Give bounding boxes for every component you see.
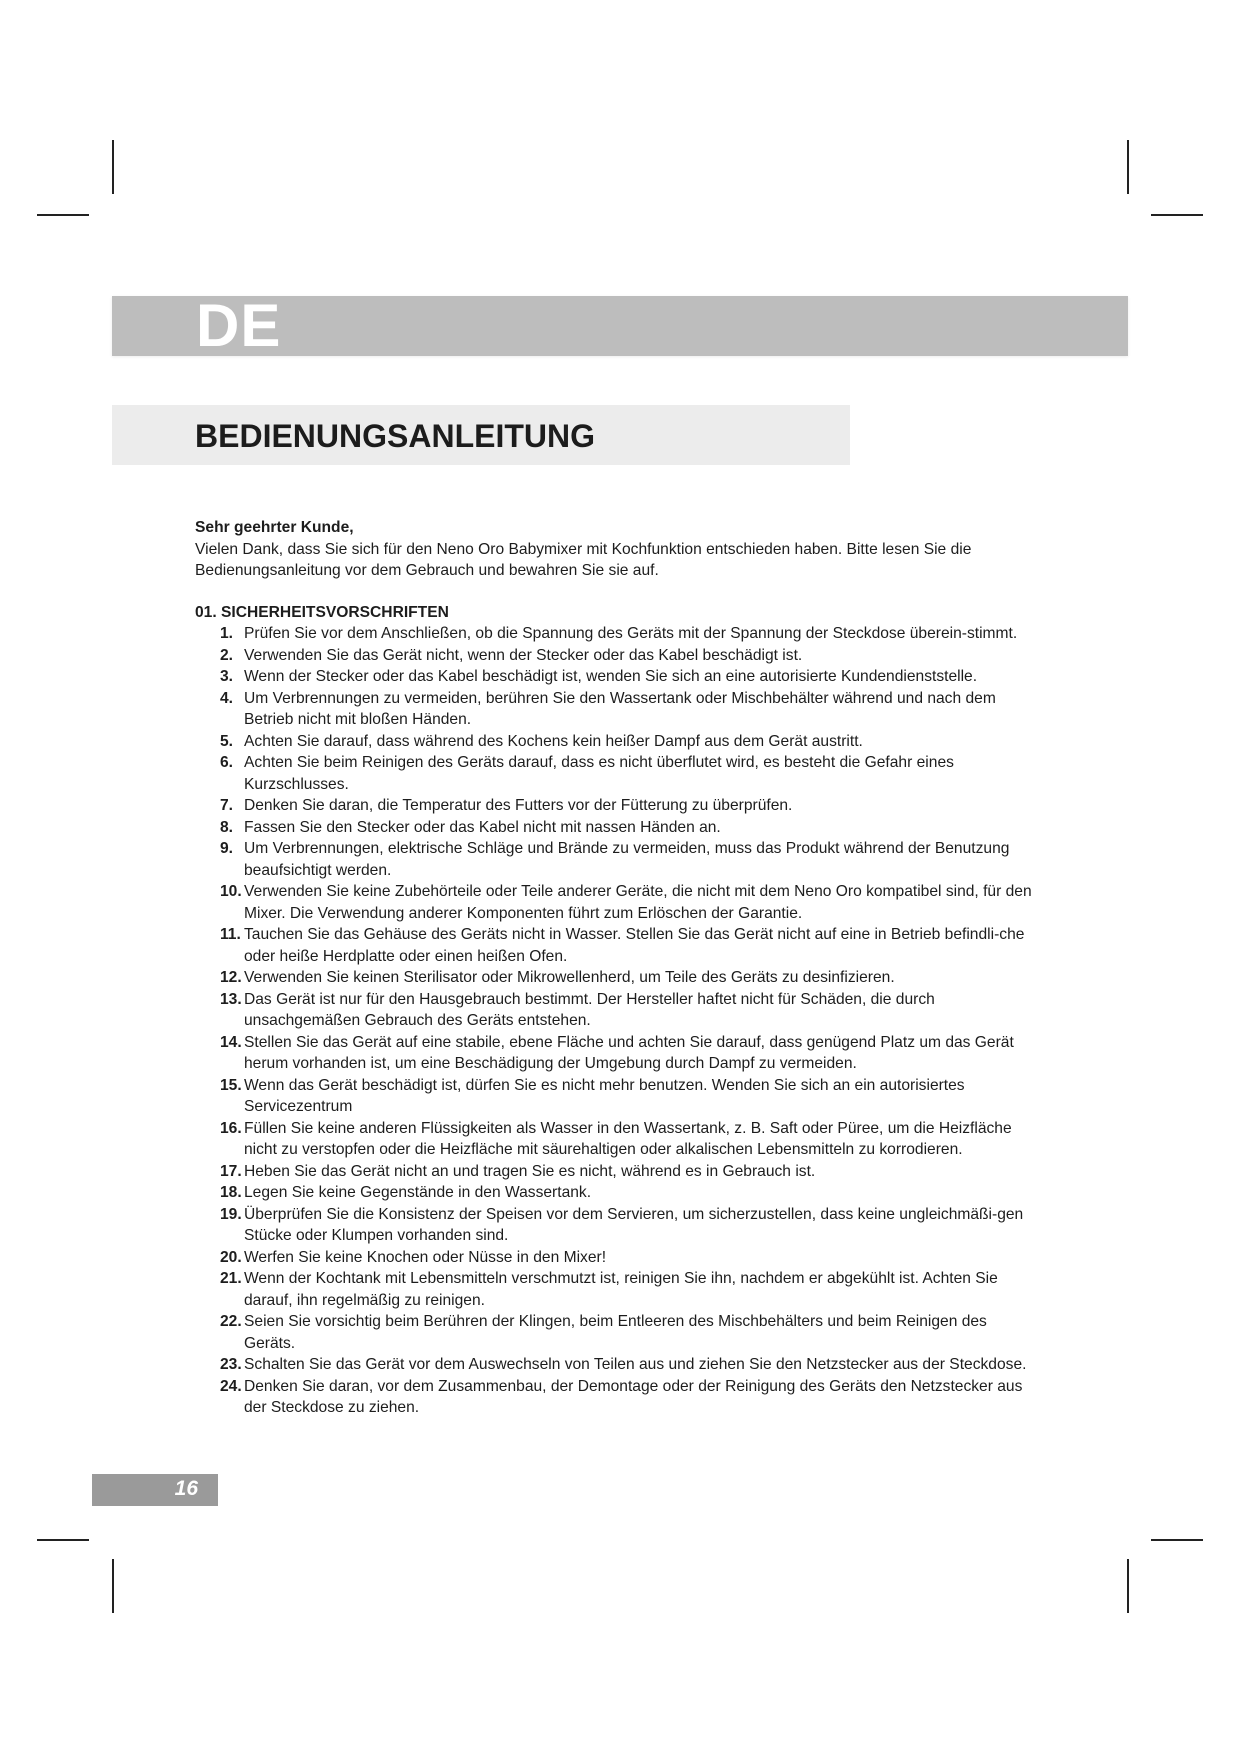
rule-number: 1. <box>220 625 234 642</box>
safety-rule-item <box>195 881 1035 924</box>
safety-rule-item <box>195 1161 1035 1183</box>
language-code: DE <box>196 292 282 359</box>
rule-number: 9. <box>220 840 234 857</box>
page-title: BEDIENUNGSANLEITUNG <box>195 418 596 454</box>
rule-text: Verwenden Sie keinen Sterilisator oder Mikrowellenherd, um Teile des Geräts zu desinfizieren. <box>244 969 895 986</box>
rule-text: Verwenden Sie das Gerät nicht, wenn der Stecker oder das Kabel beschädigt ist. <box>244 646 803 664</box>
crop-mark-bottom-left-vertical <box>112 1559 114 1613</box>
rule-number: 15. <box>220 1076 242 1094</box>
rule-number: 16. <box>220 1119 242 1137</box>
crop-mark-top-left-horizontal <box>37 214 89 216</box>
rule-number: 22. <box>220 1313 242 1330</box>
title-band <box>112 405 850 465</box>
rule-number: 12. <box>220 969 242 986</box>
rule-text: Um Verbrennungen zu vermeiden, berühren Sie den Wassertank oder Mischbehälter während und nach dem Betrieb nicht mit bloßen Händen. <box>244 689 996 728</box>
rule-number: 20. <box>220 1248 242 1266</box>
rule-text: Wenn der Stecker oder das Kabel beschädigt ist, wenden Sie sich an eine autorisierte Kundendienststelle. <box>244 668 978 685</box>
safety-rule-item <box>195 1311 1035 1354</box>
page-number-badge <box>92 1474 218 1506</box>
rule-text: Das Gerät ist nur für den Hausgebrauch bestimmt. Der Hersteller haftet nicht für Schäden, die durch unsachgemäßen Gebrauch des Geräts entstehen. <box>244 990 935 1029</box>
rule-text: Seien Sie vorsichtig beim Berühren der Klingen, beim Entleeren des Mischbehälters und beim Reinigen des Geräts. <box>244 1313 987 1352</box>
safety-rules-list <box>195 623 1035 1419</box>
safety-rule-item <box>195 989 1035 1032</box>
safety-rule-item <box>195 666 1035 688</box>
safety-rule-item <box>195 1247 1035 1269</box>
crop-mark-top-right-horizontal <box>1151 214 1203 216</box>
rule-number: 21. <box>220 1270 242 1287</box>
rule-text: Fassen Sie den Stecker oder das Kabel nicht mit nassen Händen an. <box>244 818 721 836</box>
safety-rule-item <box>195 817 1035 839</box>
safety-rule-item <box>195 967 1035 989</box>
rule-number: 13. <box>220 990 242 1008</box>
rule-number: 7. <box>220 797 234 814</box>
rule-number: 3. <box>220 668 234 685</box>
safety-rule-item <box>195 688 1035 731</box>
crop-mark-top-right-vertical <box>1127 140 1129 194</box>
crop-mark-bottom-left-horizontal <box>37 1539 89 1541</box>
rule-text: Schalten Sie das Gerät vor dem Auswechseln von Teilen aus und ziehen Sie den Netzstecker aus der Steckdose. <box>244 1356 1027 1373</box>
safety-rule-item <box>195 645 1035 667</box>
language-header-band <box>112 292 1128 359</box>
rule-text: Überprüfen Sie die Konsistenz der Speisen vor dem Servieren, um sicherzustellen, dass keine ungleichmäßi-gen Stücke oder Klumpen vorhanden sind. <box>244 1205 1024 1244</box>
rule-number: 10. <box>220 883 242 900</box>
rule-text: Denken Sie daran, vor dem Zusammenbau, der Demontage oder der Reinigung des Geräts den Netzstecker aus der Steckdose zu ziehen. <box>244 1377 1023 1416</box>
rule-number: 14. <box>220 1033 242 1051</box>
rule-text: Wenn der Kochtank mit Lebensmitteln verschmutzt ist, reinigen Sie ihn, nachdem er abgekühlt ist. Achten Sie darauf, ihn regelmäßig zu reinigen. <box>244 1270 998 1309</box>
rule-number: 5. <box>220 732 234 750</box>
rule-number: 4. <box>220 689 234 707</box>
safety-rule-item <box>195 924 1035 967</box>
safety-rule-item <box>195 838 1035 881</box>
crop-mark-bottom-right-vertical <box>1127 1559 1129 1613</box>
safety-rule-item <box>195 623 1035 645</box>
rule-number: 11. <box>220 926 241 943</box>
safety-rule-item <box>195 1354 1035 1376</box>
rule-number: 6. <box>220 754 234 771</box>
rule-text: Wenn das Gerät beschädigt ist, dürfen Sie es nicht mehr benutzen. Wenden Sie sich an ein autorisiertes Servicezentrum <box>244 1076 965 1115</box>
rule-number: 17. <box>220 1162 242 1180</box>
rule-number: 18. <box>220 1184 242 1201</box>
rule-number: 19. <box>220 1205 242 1223</box>
rule-text: Füllen Sie keine anderen Flüssigkeiten als Wasser in den Wassertank, z. B. Saft oder Püree, um die Heizfläche nicht zu verstopfen oder die Heizfläche mit säurehaltigen oder alkalischen Lebensmitteln zu korrodieren. <box>244 1119 1012 1158</box>
safety-rule-item <box>195 1118 1035 1161</box>
rule-number: 23. <box>220 1356 242 1373</box>
intro-paragraph: Vielen Dank, dass Sie sich für den Neno Oro Babymixer mit Kochfunktion entschieden haben. Bitte lesen Sie die Bedienungsanleitung vor dem Gebrauch und bewahren Sie sie auf. <box>195 540 972 579</box>
rule-text: Um Verbrennungen, elektrische Schläge und Brände zu vermeiden, muss das Produkt während der Benutzung beaufsichtigt werden. <box>244 840 1010 879</box>
crop-mark-top-left-vertical <box>112 140 114 194</box>
rule-text: Legen Sie keine Gegenstände in den Wassertank. <box>244 1184 592 1201</box>
rule-text: Prüfen Sie vor dem Anschließen, ob die Spannung des Geräts mit der Spannung der Steckdose überein-stimmt. <box>244 625 1018 642</box>
section-title: 01. SICHERHEITSVORSCHRIFTEN <box>195 603 449 621</box>
safety-rule-item <box>195 1204 1035 1247</box>
safety-rule-item <box>195 1376 1035 1419</box>
rule-number: 24. <box>220 1377 242 1395</box>
safety-rule-item <box>195 1268 1035 1311</box>
rule-text: Achten Sie darauf, dass während des Kochens kein heißer Dampf aus dem Gerät austritt. <box>244 732 863 750</box>
safety-rule-item <box>195 731 1035 753</box>
safety-rule-item <box>195 1032 1035 1075</box>
rule-text: Tauchen Sie das Gehäuse des Geräts nicht in Wasser. Stellen Sie das Gerät nicht auf eine in Betrieb befindli-che oder heiße Herdplatte oder einen heißen Ofen. <box>244 926 1025 965</box>
rule-text: Verwenden Sie keine Zubehörteile oder Teile anderer Geräte, die nicht mit dem Neno Oro kompatibel sind, für den Mixer. Die Verwendung anderer Komponenten führt zum Erlöschen der Garantie. <box>244 883 1032 922</box>
safety-rule-item <box>195 1182 1035 1204</box>
manual-content <box>195 517 1035 1419</box>
rule-text: Achten Sie beim Reinigen des Geräts darauf, dass es nicht überflutet wird, es besteht die Gefahr eines Kurzschlusses. <box>244 754 954 793</box>
rule-number: 2. <box>220 646 234 664</box>
safety-rule-item <box>195 1075 1035 1118</box>
safety-rule-item <box>195 795 1035 817</box>
rule-text: Heben Sie das Gerät nicht an und tragen Sie es nicht, während es in Gebrauch ist. <box>244 1162 816 1180</box>
safety-rule-item <box>195 752 1035 795</box>
page-number: 16 <box>174 1477 198 1500</box>
rule-text: Werfen Sie keine Knochen oder Nüsse in den Mixer! <box>244 1248 607 1266</box>
crop-mark-bottom-right-horizontal <box>1151 1539 1203 1541</box>
rule-number: 8. <box>220 818 234 836</box>
rule-text: Denken Sie daran, die Temperatur des Futters vor der Fütterung zu überprüfen. <box>244 797 793 814</box>
greeting: Sehr geehrter Kunde, <box>195 519 354 536</box>
rule-text: Stellen Sie das Gerät auf eine stabile, ebene Fläche und achten Sie darauf, dass genügend Platz um das Gerät herum vorhanden ist, um eine Beschädigung der Umgebung durch Dampf zu vermeiden. <box>244 1033 1014 1072</box>
